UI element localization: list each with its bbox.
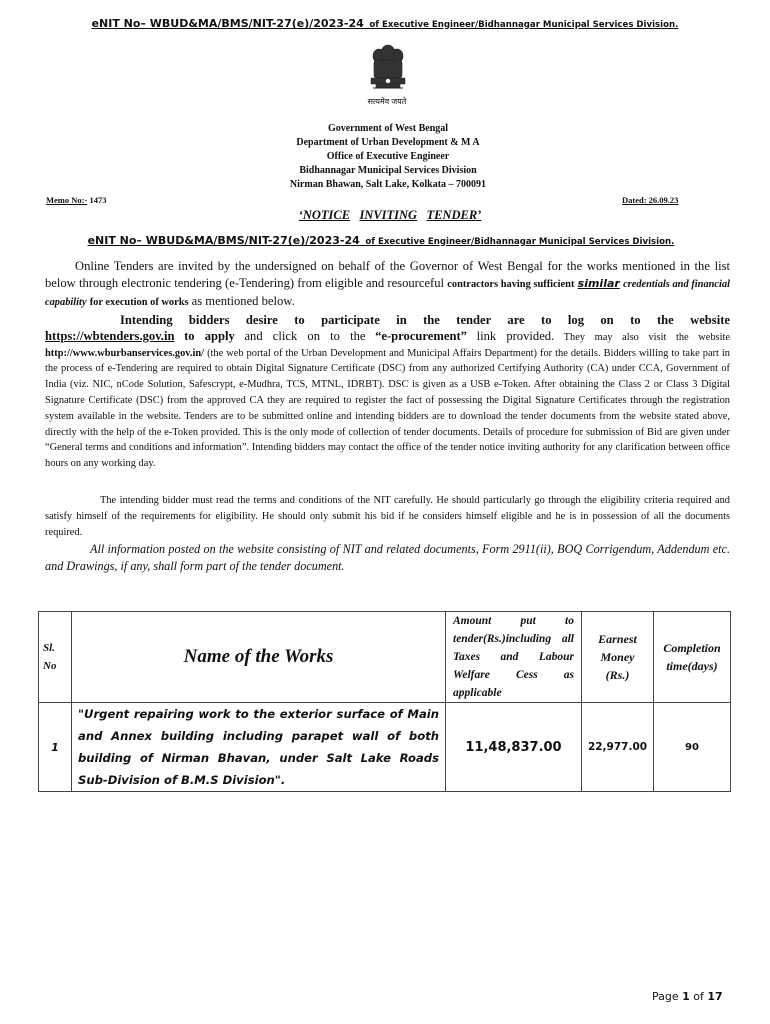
wbtenders-link[interactable]: https://wbtenders.gov.in: [45, 328, 175, 343]
office-line-division: Bidhannagar Municipal Services Division: [299, 165, 477, 176]
notice-word-3: TENDER’: [426, 208, 482, 222]
p1-execution: for execution of works: [89, 297, 189, 308]
enit-number: eNIT No– WBUD&MA/BMS/NIT-27(e)/2023-24: [91, 17, 364, 30]
page-current: 1: [682, 990, 690, 1003]
p2-eprocurement: “e-procurement”: [375, 328, 467, 343]
emblem-motto: सत्यमेव जयते: [367, 97, 407, 106]
p2-click: and click on to the: [244, 328, 366, 343]
paragraph-intending-bidders: [45, 313, 730, 472]
header-completion-time: [654, 612, 731, 703]
p1-mentioned: as mentioned below.: [191, 294, 295, 308]
table-row: [39, 703, 731, 792]
enit-office-suffix: of Executive Engineer/Bidhannagar Municipal Services Division.: [369, 20, 679, 30]
p1-credentials: credentials and financial capability: [45, 279, 731, 308]
wburbanservices-link[interactable]: http://www.wburbanservices.gov.in/: [45, 347, 205, 359]
office-line-address: Nirman Bhawan, Salt Lake, Kolkata – 700091: [289, 179, 487, 190]
row-work-name: "Urgent repairing work to the exterior surface of Main and Annex building including parapet wall of both building of Nirman Bhavan, under Salt Lake Roads Sub-Division of B.M.S Division".: [72, 703, 446, 792]
p2-first-line: Intending bidders desire to participate in the tender are to log on to the website: [120, 313, 730, 327]
notice-word-1: ‘NOTICE: [298, 208, 351, 222]
row-sl: 1: [39, 703, 72, 792]
paragraph-terms-conditions: The intending bidder must read the terms and conditions of the NIT carefully. He should particularly go through the eligibility criteria required and satisfy himself of the requirements for eligibility. He should only submit his bid if he considers himself eligible and he is in possession of all the documents required.: [45, 495, 730, 538]
page-of: of: [693, 990, 704, 1003]
office-line-government: Government of West Bengal: [327, 123, 449, 134]
paragraph-online-tenders: [45, 258, 730, 311]
p1-contractors: contractors having sufficient: [447, 279, 575, 290]
page-label: Page: [652, 990, 679, 1003]
enit-reference-second: [0, 229, 766, 248]
notice-word-2: INVITING: [359, 208, 418, 222]
header-amount: [446, 612, 582, 703]
p1-similar: similar: [577, 277, 620, 290]
memo-number: [46, 195, 106, 205]
office-address-block: [0, 122, 770, 192]
office-line-department: Department of Urban Development & M A: [296, 137, 480, 148]
office-line-office: Office of Executive Engineer: [326, 151, 450, 162]
notice-title: [0, 208, 770, 223]
table-header-row: [39, 612, 731, 703]
row-earnest: 22,977.00: [582, 703, 654, 792]
p2-visit: They may also visit the website: [563, 331, 730, 343]
p2-to-apply: to apply: [184, 328, 235, 343]
row-completion: 90: [654, 703, 731, 792]
header-earnest-text: Earnest Money (Rs.): [598, 632, 637, 682]
header-sl-text: Sl. No: [43, 642, 57, 672]
row-amount: 11,48,837.00: [446, 703, 582, 792]
memo-label: Memo No:-: [46, 195, 88, 205]
works-table: [38, 611, 731, 792]
memo-date: Dated: 26.09.23: [622, 195, 679, 205]
paragraph-all-information: All information posted on the website consisting of NIT and related documents, Form 2911(ii), BOQ Corrigendum, Addendum etc. and Drawings, if any, shall form part of the tender document.: [45, 542, 730, 573]
p2-details: (the web portal of the Urban Development and Municipal Affairs Department) for the details. Bidders willing to take part in the process of e-Tendering are required to obtain Digital Signature Certificate (DSC) from any authorized Certifying Authority (CA) under CCA, Government of India (viz. NIC, nCode Solution, Safescrypt, e-Mudhra, TCS, MTNL, IDRBT). DSC is given as a USB e-Token. After obtaining the Class 2 or Class 3 Digital Signature Certificate (DSC) from the approved CA they are required to register the fact of possessing the Digital Signature Certificates through the registration system available in the website. Tenders are to be submitted online and intending bidders are to download the tender documents from the website stated above, directly with the help of the e-Token provided. This is the only mode of collection of tender documents. Details of procedure for submission of Bid are given under “General terms and conditions and information”. Intending bidders may contact the office of the tender notice inviting authority for any clarification between office hours on any working day.: [45, 347, 730, 470]
enit-reference-top: [0, 12, 770, 31]
p1-text: Online Tenders are invited by the undersigned on behalf of the Governor of West Bengal for the works mentioned in the list below through electronic tendering (e-Tendering) from eligible and resourceful: [45, 259, 730, 290]
page-total: 17: [707, 990, 723, 1003]
memo-value: 1473: [89, 195, 107, 205]
enit-number-repeat: eNIT No– WBUD&MA/BMS/NIT-27(e)/2023-24: [87, 234, 360, 247]
header-earnest-money: [582, 612, 654, 703]
header-completion-text: Completion time(days): [663, 641, 721, 673]
enit-office-suffix-repeat: of Executive Engineer/Bidhannagar Municipal Services Division.: [365, 237, 675, 247]
p2-link-provided: link provided.: [476, 328, 555, 343]
header-name-of-works: Name of the Works: [72, 612, 446, 703]
page-number: [652, 990, 723, 1003]
header-amount-text: Amount put to tender(Rs.)including all Taxes and Labour Welfare Cess as applicable: [453, 615, 574, 699]
header-sl-no: [39, 612, 72, 703]
